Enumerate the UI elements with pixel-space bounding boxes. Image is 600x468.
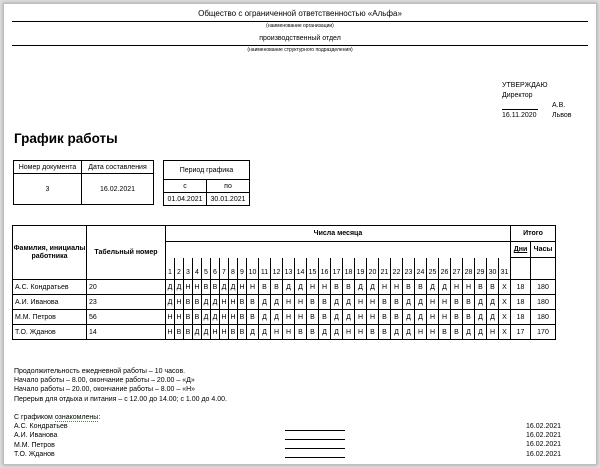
day-number: 22	[391, 258, 403, 280]
shift-cell: Н	[367, 295, 379, 310]
day-number: 30	[487, 258, 499, 280]
shift-cell: Д	[211, 295, 220, 310]
ack-date: 16.02.2021	[526, 423, 562, 430]
shift-cell: Н	[166, 325, 175, 340]
shift-cell: Н	[343, 325, 355, 340]
shift-cell: Н	[427, 295, 439, 310]
col-total-days-header: Дни	[511, 242, 531, 258]
day-number: 18	[343, 258, 355, 280]
day-number: 7	[220, 258, 229, 280]
shift-cell: Д	[355, 280, 367, 295]
total-days: 17	[511, 325, 531, 340]
shift-cell: Д	[220, 280, 229, 295]
day-number: 24	[415, 258, 427, 280]
shift-cell: Д	[475, 325, 487, 340]
shift-cell: Д	[331, 310, 343, 325]
shift-cell: Д	[475, 295, 487, 310]
shift-cell: В	[319, 295, 331, 310]
shift-cell: Н	[427, 310, 439, 325]
note-line: Продолжительность ежедневной работы – 10 часов.	[14, 368, 186, 375]
shift-cell: Д	[331, 295, 343, 310]
shift-cell: Н	[427, 325, 439, 340]
shift-cell: В	[229, 325, 238, 340]
day-number: 27	[451, 258, 463, 280]
approval-title: УТВЕРЖДАЮ	[502, 82, 548, 89]
col-total-header: Итого	[511, 226, 556, 242]
shift-cell: Д	[259, 325, 271, 340]
employee-tab-number: 56	[87, 310, 166, 325]
dept-caption: (наименование структурного подразделения)	[247, 47, 353, 53]
shift-cell: Д	[283, 280, 295, 295]
shift-cell: Н	[211, 325, 220, 340]
ack-title: С графиком ознакомлены:	[14, 414, 101, 421]
note-line: Перерыв для отдыха и питания – с 12.00 до 14.00; с 1.00 до 4.00.	[14, 395, 227, 403]
shift-cell: Н	[238, 280, 247, 295]
shift-cell: Д	[403, 325, 415, 340]
total-days: 18	[511, 310, 531, 325]
shift-cell: Н	[184, 280, 193, 295]
day-number: 3	[184, 258, 193, 280]
ack-date: 16.02.2021	[526, 432, 562, 440]
ack-sign-line	[285, 457, 345, 458]
shift-cell: В	[415, 280, 427, 295]
ack-date: 16.02.2021	[526, 441, 562, 449]
shift-cell: В	[193, 310, 202, 325]
shift-cell: Н	[175, 310, 184, 325]
table-row	[13, 280, 556, 295]
shift-cell: Н	[391, 280, 403, 295]
table-row	[13, 310, 556, 325]
shift-cell: В	[463, 295, 475, 310]
col-name-header: Фамилия, инициалы работника	[13, 226, 87, 280]
employee-name: М.М. Петров	[13, 310, 87, 325]
shift-cell: Н	[271, 325, 283, 340]
shift-cell: В	[175, 325, 184, 340]
shift-cell: В	[451, 295, 463, 310]
shift-cell: Н	[295, 295, 307, 310]
shift-cell: Н	[220, 295, 229, 310]
day-number: 26	[439, 258, 451, 280]
day-number: 12	[271, 258, 283, 280]
table-row	[13, 325, 556, 340]
employee-name: А.С. Кондратьев	[13, 280, 87, 295]
ack-date: 16.02.2021	[526, 450, 562, 458]
day-number: 4	[193, 258, 202, 280]
shift-cell: Д	[319, 325, 331, 340]
period-label: Период графика	[164, 161, 250, 180]
shift-cell: Н	[355, 310, 367, 325]
shift-cell: Н	[295, 310, 307, 325]
shift-cell: Н	[415, 325, 427, 340]
ack-person: Т.О. Жданов	[14, 450, 55, 458]
day-number: 28	[463, 258, 475, 280]
shift-cell: Н	[307, 280, 319, 295]
shift-cell: В	[343, 280, 355, 295]
shift-cell: В	[238, 325, 247, 340]
ack-person: М.М. Петров	[14, 441, 55, 449]
employee-tab-number: 14	[87, 325, 166, 340]
shift-cell: Д	[211, 310, 220, 325]
shift-cell: Д	[391, 325, 403, 340]
shift-cell: В	[193, 295, 202, 310]
shift-cell: Н	[439, 310, 451, 325]
shift-cell: Д	[202, 295, 211, 310]
shift-cell: Д	[271, 295, 283, 310]
shift-cell: Д	[202, 310, 211, 325]
day-number: 10	[247, 258, 259, 280]
employee-name: А.И. Иванова	[13, 295, 87, 310]
approval-position: Директор	[502, 92, 533, 99]
ack-sign-line	[285, 439, 345, 440]
shift-cell: Д	[475, 310, 487, 325]
day-number: 15	[307, 258, 319, 280]
shift-cell: В	[391, 310, 403, 325]
shift-cell: Д	[367, 280, 379, 295]
day-number: 1	[166, 258, 175, 280]
doc-number-label: Номер документа	[14, 161, 82, 174]
doc-number: 3	[14, 174, 82, 205]
shift-cell: Д	[487, 295, 499, 310]
shift-cell: Д	[271, 310, 283, 325]
shift-cell: В	[463, 310, 475, 325]
shift-cell: Н	[319, 280, 331, 295]
total-hours: 180	[531, 295, 556, 310]
shift-cell: Д	[202, 325, 211, 340]
total-hours: 180	[531, 280, 556, 295]
day31-mark: Х	[499, 280, 511, 295]
shift-cell: Н	[355, 295, 367, 310]
org-underline	[12, 21, 588, 22]
employee-tab-number: 23	[87, 295, 166, 310]
doc-date-label: Дата составления	[82, 161, 154, 174]
shift-cell: В	[391, 295, 403, 310]
total-days: 18	[511, 295, 531, 310]
shift-cell: В	[238, 295, 247, 310]
total-days: 18	[511, 280, 531, 295]
day-number: 2	[175, 258, 184, 280]
shift-cell: В	[439, 325, 451, 340]
shift-cell: Д	[427, 280, 439, 295]
day-number: 9	[238, 258, 247, 280]
shift-cell: Д	[193, 325, 202, 340]
period-to: 30.01.2021	[207, 193, 250, 206]
shift-cell: В	[379, 295, 391, 310]
shift-cell: Н	[229, 310, 238, 325]
col-total-hours-header: Часы	[531, 242, 556, 258]
shift-cell: В	[247, 295, 259, 310]
shift-cell: Д	[463, 325, 475, 340]
shift-cell: Д	[229, 280, 238, 295]
notes-block	[14, 367, 227, 404]
shift-cell: В	[238, 310, 247, 325]
day-number: 31	[499, 258, 511, 280]
day-number: 23	[403, 258, 415, 280]
shift-cell: Н	[355, 325, 367, 340]
shift-cell: Д	[166, 295, 175, 310]
shift-cell: В	[211, 280, 220, 295]
day31-mark: Х	[499, 325, 511, 340]
page-title: График работы	[14, 131, 118, 146]
shift-cell: Д	[247, 325, 259, 340]
col-tab-header: Табельный номер	[87, 226, 166, 280]
shift-cell: Д	[295, 280, 307, 295]
day-number: 19	[355, 258, 367, 280]
ack-person: А.И. Иванова	[14, 432, 58, 440]
table-row	[13, 295, 556, 310]
shift-cell: Н	[247, 280, 259, 295]
shift-cell: В	[202, 280, 211, 295]
day-number: 8	[229, 258, 238, 280]
shift-cell: В	[403, 280, 415, 295]
shift-cell: Н	[283, 310, 295, 325]
shift-cell: В	[247, 310, 259, 325]
shift-cell: Д	[343, 310, 355, 325]
approval-block	[502, 81, 572, 121]
shift-cell: Н	[229, 295, 238, 310]
shift-cell: В	[367, 325, 379, 340]
day-number: 20	[367, 258, 379, 280]
ack-block	[14, 413, 100, 459]
doc-info-table	[13, 160, 154, 205]
shift-cell: Н	[283, 325, 295, 340]
shift-cell: Д	[259, 295, 271, 310]
approval-date: 16.11.2020	[502, 112, 537, 119]
shift-cell: Н	[283, 295, 295, 310]
day-number: 6	[211, 258, 220, 280]
note-line: Начало работы – 8.00, окончание работы – 20.00 – «Д»	[14, 377, 195, 385]
day-number: 13	[283, 258, 295, 280]
shift-cell: Н	[487, 325, 499, 340]
period-to-label: по	[207, 180, 250, 193]
approval-sign-line	[502, 109, 538, 110]
day31-mark: Х	[499, 295, 511, 310]
shift-cell: Д	[403, 310, 415, 325]
shift-cell: Н	[451, 280, 463, 295]
dept-underline	[12, 45, 588, 46]
shift-cell: Д	[487, 310, 499, 325]
shift-cell: В	[307, 325, 319, 340]
shift-cell: В	[307, 310, 319, 325]
schedule-table	[12, 225, 556, 340]
ack-sign-line	[285, 448, 345, 449]
shift-cell: В	[184, 310, 193, 325]
shift-cell: В	[184, 295, 193, 310]
shift-cell: Н	[367, 310, 379, 325]
day31-mark: Х	[499, 310, 511, 325]
org-name: Общество с ограниченной ответственностью «Альфа»	[198, 9, 402, 18]
total-hours: 170	[531, 325, 556, 340]
period-from: 01.04.2021	[164, 193, 207, 206]
shift-cell: Н	[220, 325, 229, 340]
shift-cell: В	[319, 310, 331, 325]
day-number: 11	[259, 258, 271, 280]
ack-person: А.С. Кондратьев	[14, 423, 68, 431]
shift-cell: В	[451, 325, 463, 340]
approval-signer: А.В. Львов	[552, 102, 572, 119]
shift-cell: В	[184, 325, 193, 340]
total-hours: 180	[531, 310, 556, 325]
shift-cell: В	[295, 325, 307, 340]
shift-cell: Н	[439, 295, 451, 310]
period-table	[163, 160, 250, 206]
shift-cell: Н	[193, 280, 202, 295]
shift-cell: В	[331, 280, 343, 295]
shift-cell: В	[487, 280, 499, 295]
dept-name: производственный отдел	[259, 35, 341, 42]
employee-name: Т.О. Жданов	[13, 325, 87, 340]
shift-cell: В	[271, 280, 283, 295]
document-page	[3, 3, 597, 465]
shift-cell: В	[379, 310, 391, 325]
note-line: Начало работы – 20.00, окончание работы – 8.00 – «Н»	[14, 386, 196, 394]
day-number: 17	[331, 258, 343, 280]
doc-date: 16.02.2021	[82, 174, 154, 205]
shift-cell: Д	[166, 280, 175, 295]
col-days-header: Числа месяца	[166, 226, 511, 242]
shift-cell: Н	[220, 310, 229, 325]
ack-dates	[526, 422, 561, 459]
shift-cell: Н	[175, 295, 184, 310]
day-number: 21	[379, 258, 391, 280]
shift-cell: В	[307, 295, 319, 310]
shift-cell: Д	[259, 310, 271, 325]
shift-cell: Н	[463, 280, 475, 295]
shift-cell: В	[259, 280, 271, 295]
shift-cell: Д	[343, 295, 355, 310]
shift-cell: Д	[175, 280, 184, 295]
shift-cell: Д	[439, 280, 451, 295]
shift-cell: В	[451, 310, 463, 325]
shift-cell: В	[379, 325, 391, 340]
shift-cell: Д	[415, 295, 427, 310]
day-number: 16	[319, 258, 331, 280]
day-number: 5	[202, 258, 211, 280]
shift-cell: Д	[415, 310, 427, 325]
employee-tab-number: 20	[87, 280, 166, 295]
period-from-label: с	[164, 180, 207, 193]
shift-cell: В	[475, 280, 487, 295]
day-number: 29	[475, 258, 487, 280]
day-number: 14	[295, 258, 307, 280]
shift-cell: Д	[331, 325, 343, 340]
shift-cell: Н	[166, 310, 175, 325]
shift-cell: Д	[403, 295, 415, 310]
shift-cell: Н	[379, 280, 391, 295]
org-caption: (наименование организации)	[266, 23, 334, 29]
ack-sign-line	[285, 430, 345, 431]
day-number: 25	[427, 258, 439, 280]
